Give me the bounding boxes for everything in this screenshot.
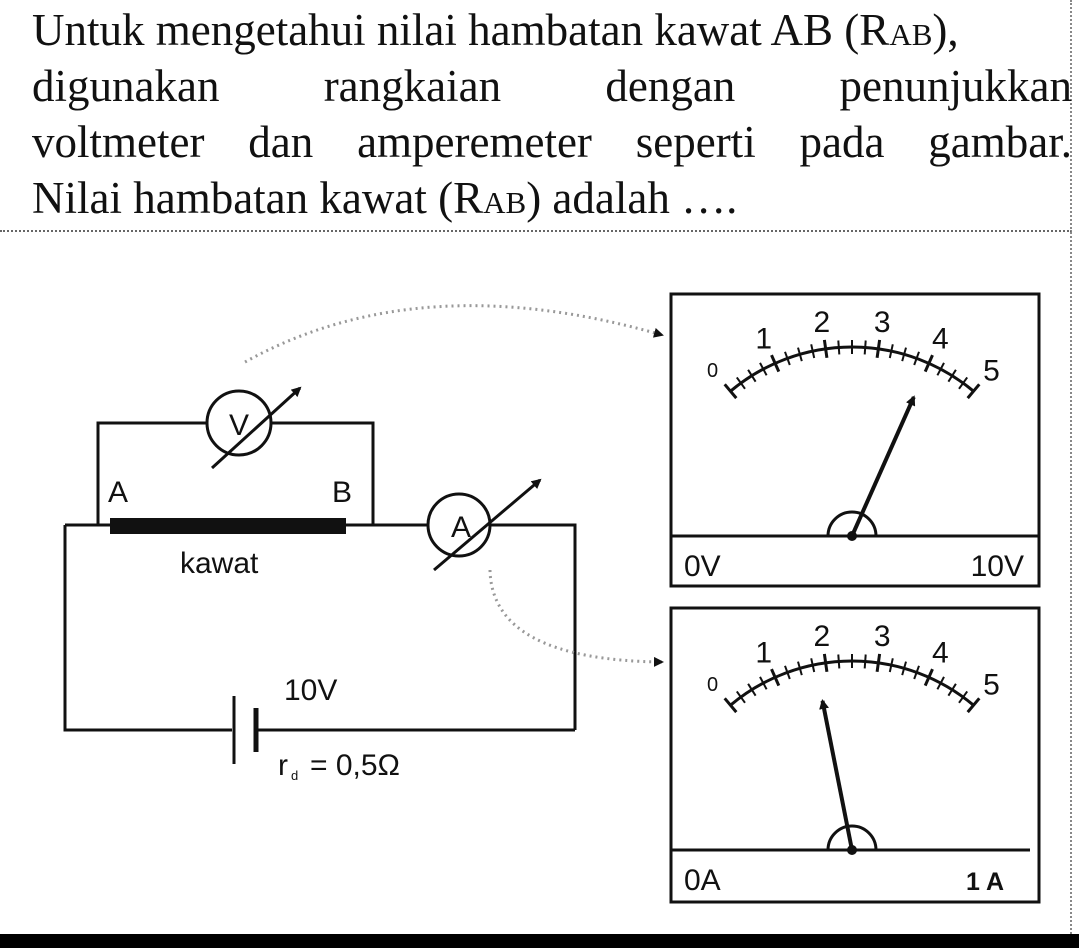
ammeter-letter: A xyxy=(450,511,472,544)
label-b: B xyxy=(332,476,353,509)
bottom-black-bar xyxy=(0,934,1079,948)
ammeter-dial xyxy=(671,608,1039,902)
voltmeter-range-max: 10V xyxy=(970,550,1024,583)
ammeter-scale-label-2: 2 xyxy=(813,619,831,653)
label-a: A xyxy=(108,476,129,509)
voltmeter-letter: V xyxy=(228,409,250,442)
question-line-1-text: Untuk mengetahui nilai hambatan kawat AB (R xyxy=(32,5,890,55)
ammeter-range-min: 0A xyxy=(684,864,721,897)
internal-resistance-symbol: r xyxy=(278,749,288,782)
ammeter-scale-label-3: 3 xyxy=(873,619,891,653)
battery-symbol xyxy=(234,696,256,764)
question-line-2: digunakan rangkaian dengan penunjukkan xyxy=(32,61,1072,111)
voltmeter-scale-label-5: 5 xyxy=(983,354,1000,388)
question-line-1 xyxy=(32,2,1072,58)
ammeter-scale-label-4: 4 xyxy=(931,636,949,670)
voltmeter-scale-tick xyxy=(865,341,866,355)
voltmeter-scale-label-4: 4 xyxy=(931,322,949,356)
voltmeter-scale-label-3: 3 xyxy=(873,305,891,339)
question-line-3: voltmeter dan amperemeter seperti pada gambar. xyxy=(32,117,1072,167)
question-line-4 xyxy=(32,170,1072,226)
ammeter-pivot xyxy=(847,845,857,855)
question-line-1-end: ), xyxy=(932,5,959,55)
voltmeter-scale-label-2: 2 xyxy=(813,305,831,339)
voltmeter-scale-tick xyxy=(838,341,839,355)
question-line-1-subscript: AB xyxy=(889,17,933,52)
ammeter-scale-tick xyxy=(865,655,866,669)
question-line-4-end: ) adalah …. xyxy=(526,173,738,223)
ammeter-scale-label-1: 1 xyxy=(755,636,773,670)
ammeter-scale-label-5: 5 xyxy=(983,668,1000,702)
question-text xyxy=(0,0,1072,232)
question-line-4-text: Nilai hambatan kawat (R xyxy=(32,173,484,223)
ammeter-dial-frame xyxy=(671,608,1039,902)
ammeter-scale-tick xyxy=(838,655,839,669)
ammeter-scale-label-0: 0 xyxy=(706,674,719,696)
circuit-diagram xyxy=(0,232,1079,934)
voltmeter-pointer-dotted-arrow xyxy=(245,306,662,362)
question-line-4-subscript: AB xyxy=(483,185,527,220)
voltmeter-dial-frame xyxy=(671,294,1039,586)
internal-resistance-value: = 0,5Ω xyxy=(310,749,400,782)
voltmeter-pivot xyxy=(847,531,857,541)
label-kawat: kawat xyxy=(180,547,259,580)
kawat-wire xyxy=(110,518,346,534)
internal-resistance-subscript: d xyxy=(291,768,299,783)
voltmeter-dial xyxy=(671,294,1039,586)
battery-voltage-label: 10V xyxy=(284,674,338,707)
voltmeter-range-min: 0V xyxy=(684,550,721,583)
voltmeter-scale-label-0: 0 xyxy=(706,360,719,382)
voltmeter-scale-label-1: 1 xyxy=(755,322,773,356)
voltmeter-symbol xyxy=(207,388,300,468)
ammeter-range-max: 1 A xyxy=(966,868,1004,896)
